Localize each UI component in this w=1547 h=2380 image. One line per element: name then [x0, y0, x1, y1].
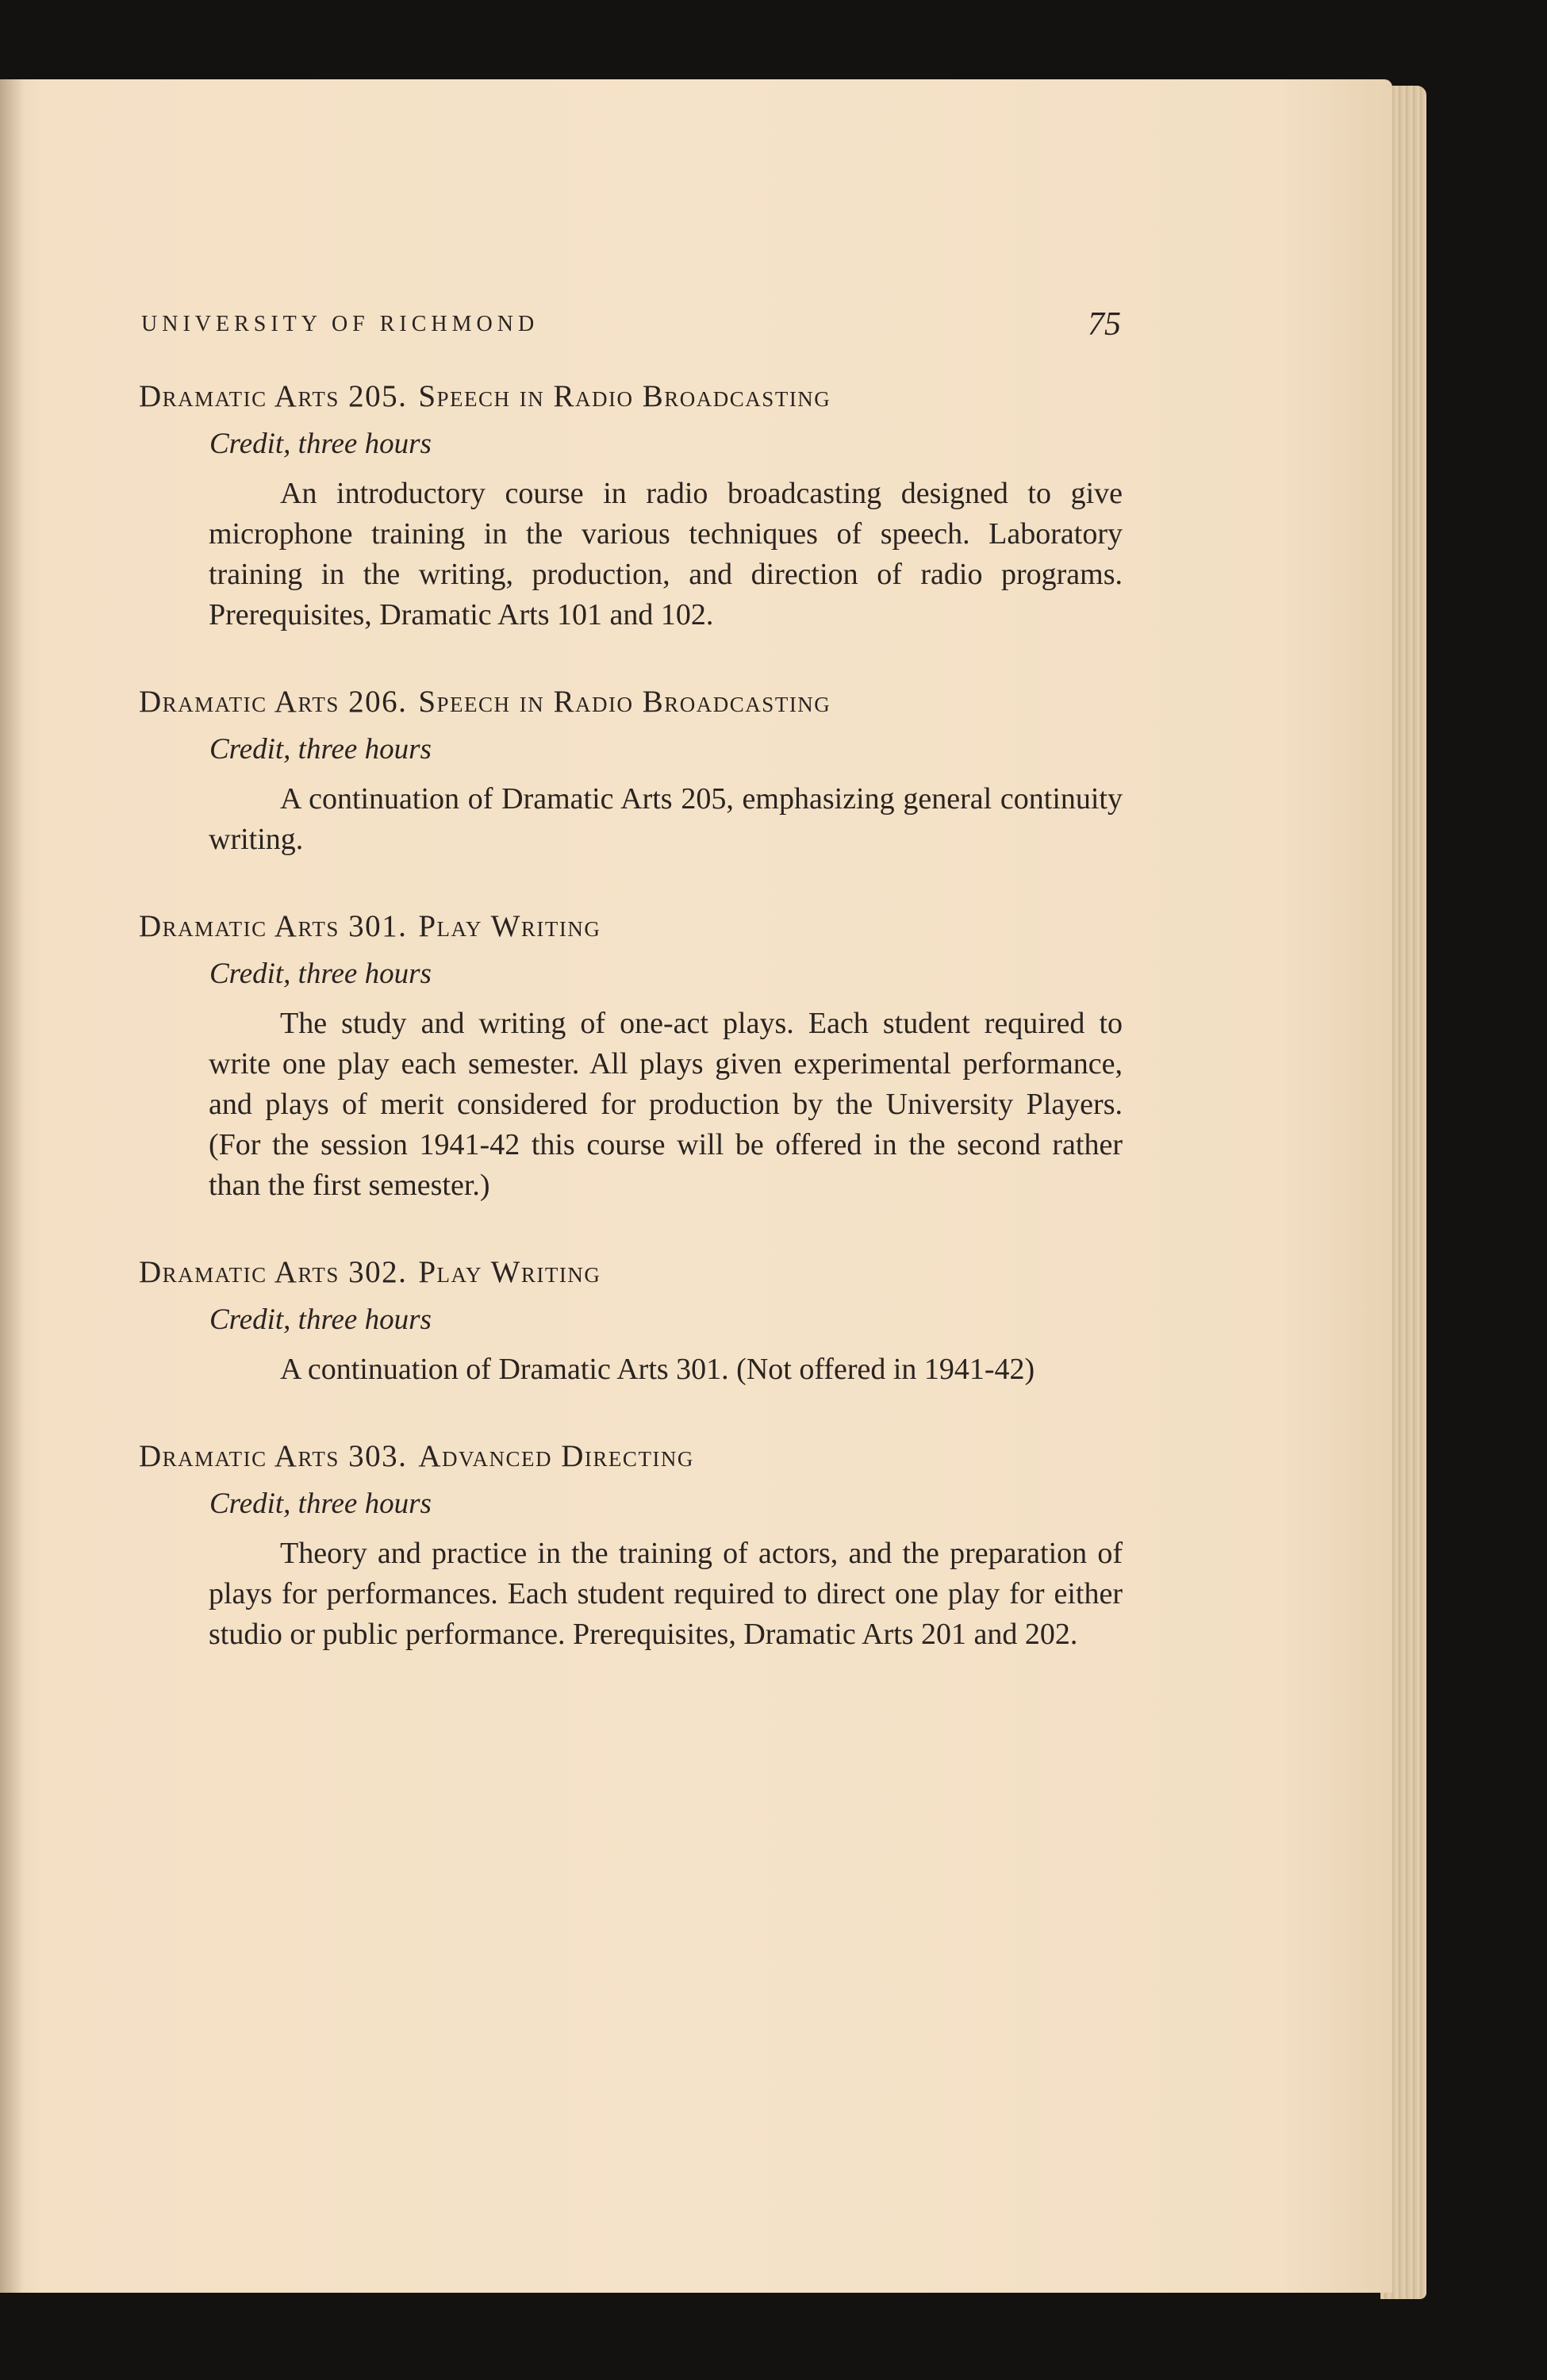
course-description: A continuation of Dramatic Arts 205, emphasizing general continuity writing.	[209, 782, 1123, 856]
course-number: Dramatic Arts 205.	[139, 379, 408, 413]
course-credit: Credit, three hours	[209, 428, 432, 460]
course-title: Advanced Directing	[418, 1439, 694, 1473]
course-description: The study and writing of one-act plays. Each student required to write one play each semester. All plays given experimental performance, and plays of merit considered for production by the University Players. (For the session 1941-42 this course will be offered in the second rather than the first semester.)	[209, 1007, 1123, 1202]
course-description: A continuation of Dramatic Arts 301. (Not offered in 1941-42)	[280, 1353, 1035, 1386]
course-entry	[139, 678, 1123, 860]
running-head	[141, 305, 1121, 353]
course-credit: Credit, three hours	[209, 1303, 432, 1336]
course-heading	[139, 1249, 1123, 1296]
page-gutter-shadow	[0, 79, 24, 2293]
course-credit: Credit, three hours	[209, 733, 432, 766]
page-number: 75	[1088, 306, 1121, 343]
course-title: Speech in Radio Broadcasting	[418, 685, 831, 719]
course-number: Dramatic Arts 301.	[139, 909, 408, 943]
course-number: Dramatic Arts 206.	[139, 685, 408, 719]
course-entry	[139, 1249, 1123, 1390]
course-credit: Credit, three hours	[209, 958, 432, 990]
course-heading	[139, 1433, 1123, 1480]
course-entry	[139, 1433, 1123, 1655]
course-description: Theory and practice in the training of actors, and the preparation of plays for performances. Each student required to direct one play for either studio or public performance. Prerequisites, Dramatic Arts 201 and 202.	[209, 1537, 1123, 1651]
course-credit: Credit, three hours	[209, 1488, 432, 1520]
course-description: An introductory course in radio broadcasting designed to give microphone training in the various techniques of speech. Laboratory training in the writing, production, and direction of radio programs. Prerequisites, Dramatic Arts 101 and 102.	[209, 477, 1123, 631]
course-number: Dramatic Arts 303.	[139, 1439, 408, 1473]
course-title: Play Writing	[418, 909, 601, 943]
course-entry	[139, 373, 1123, 635]
page-content	[139, 373, 1123, 1655]
course-title: Speech in Radio Broadcasting	[418, 379, 831, 413]
course-heading	[139, 678, 1123, 726]
course-title: Play Writing	[418, 1255, 601, 1289]
running-head-title: UNIVERSITY OF RICHMOND	[141, 312, 539, 336]
course-entry	[139, 903, 1123, 1206]
course-heading	[139, 373, 1123, 420]
course-number: Dramatic Arts 302.	[139, 1255, 408, 1289]
course-heading	[139, 903, 1123, 950]
